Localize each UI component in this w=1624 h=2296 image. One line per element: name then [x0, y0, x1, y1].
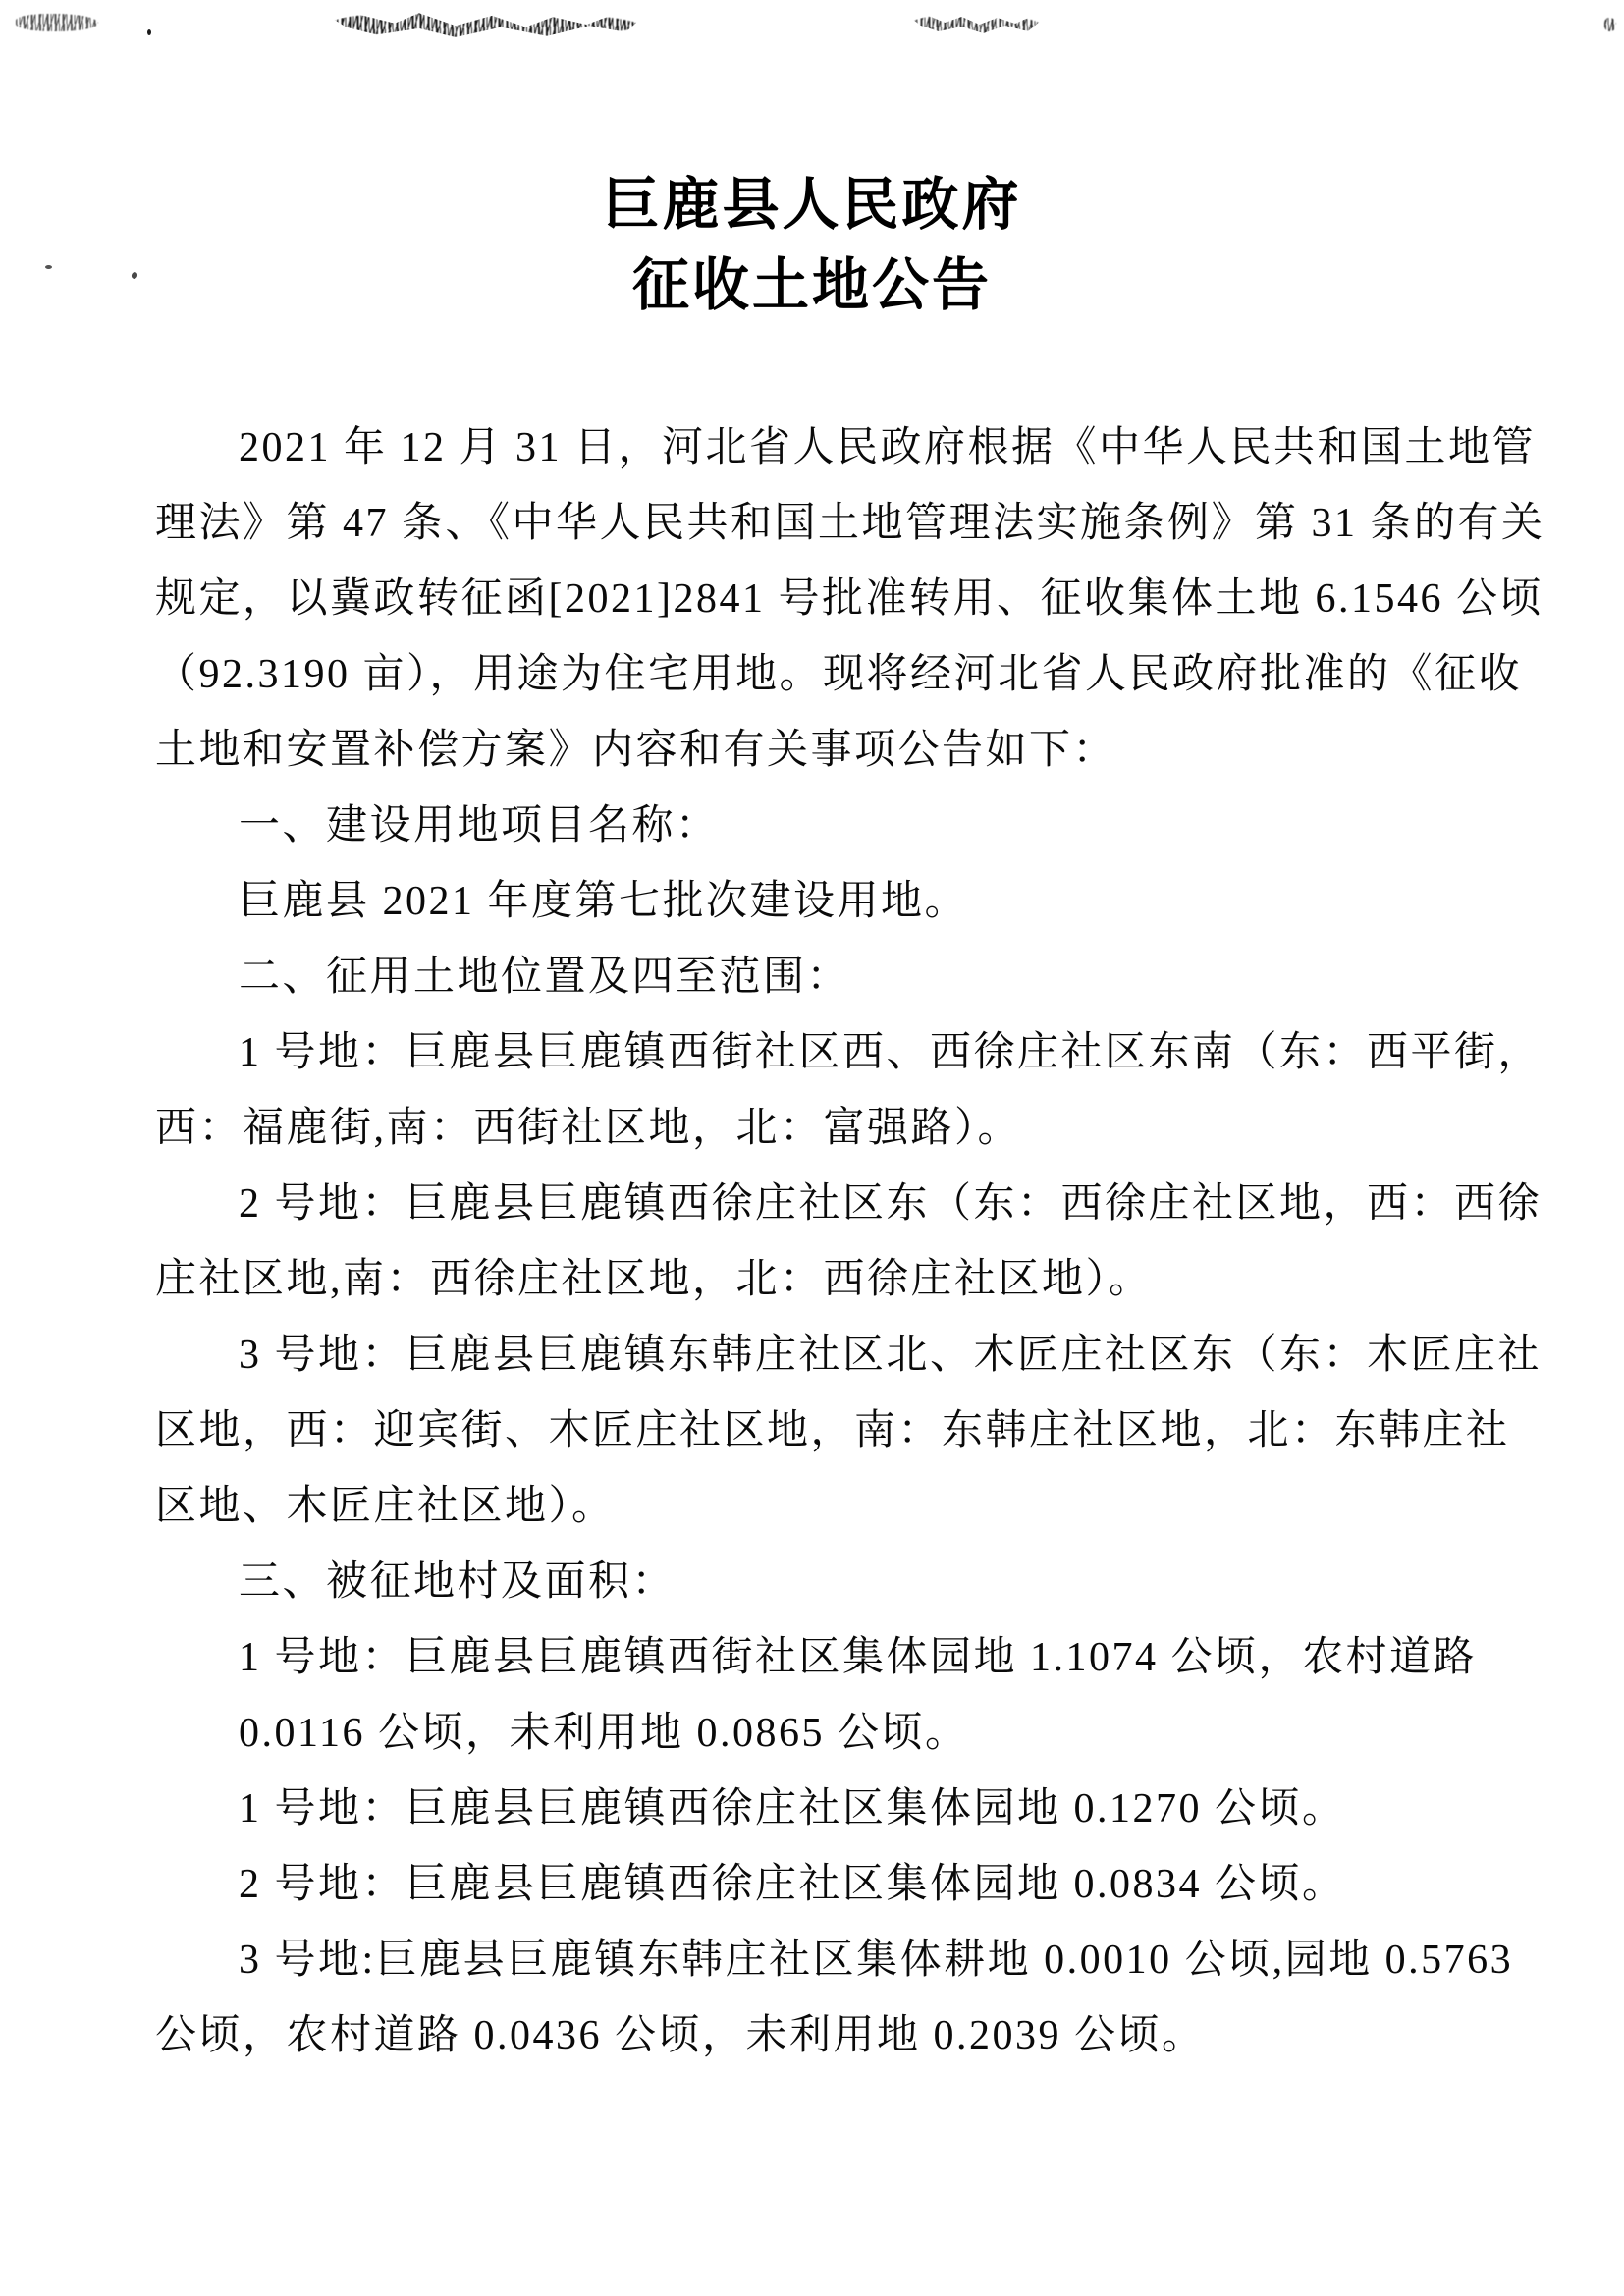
document-body	[155, 410, 1545, 2074]
body-line: 规定，以冀政转征函[2021]2841 号批准转用、征收集体土地 6.1546 公顷	[155, 576, 1543, 622]
body-line-section-2-heading: 二、征用土地位置及四至范围：	[239, 955, 851, 1000]
body-line: 区地，西：迎宾街、木匠庄社区地，南：东韩庄社区地，北：东韩庄社	[155, 1408, 1510, 1453]
scan-speck	[147, 29, 151, 35]
scan-artifact	[334, 12, 638, 37]
body-line-section-1-heading: 一、建设用地项目名称：	[239, 803, 720, 848]
scan-artifact	[1604, 18, 1616, 31]
body-line: 1 号地：巨鹿县巨鹿镇西徐庄社区集体园地 0.1270 公顷。	[239, 1786, 1346, 1831]
body-line: （92.3190 亩），用途为住宅用地。现将经河北省人民政府批准的《征收	[155, 652, 1523, 697]
body-line: 3 号地：巨鹿县巨鹿镇东韩庄社区北、木匠庄社区东（东：木匠庄社	[239, 1333, 1543, 1378]
scan-artifact	[16, 14, 98, 31]
scan-artifact	[913, 15, 1041, 34]
body-line: 2 号地：巨鹿县巨鹿镇西徐庄社区东（东：西徐庄社区地，西：西徐	[239, 1181, 1543, 1227]
body-line: 3 号地:巨鹿县巨鹿镇东韩庄社区集体耕地 0.0010 公顷,园地 0.5763	[239, 1938, 1514, 1983]
body-line: 庄社区地,南：西徐庄社区地，北：西徐庄社区地）。	[155, 1257, 1153, 1302]
body-line: 区地、木匠庄社区地）。	[155, 1484, 616, 1529]
body-line: 理法》第 47 条、《中华人民共和国土地管理法实施条例》第 31 条的有关	[155, 501, 1545, 546]
body-line: 巨鹿县 2021 年度第七批次建设用地。	[239, 879, 969, 924]
body-line: 2021 年 12 月 31 日，河北省人民政府根据《中华人民共和国土地管	[239, 425, 1537, 470]
body-line-section-3-heading: 三、被征地村及面积：	[239, 1559, 677, 1605]
body-line: 2 号地：巨鹿县巨鹿镇西徐庄社区集体园地 0.0834 公顷。	[239, 1862, 1346, 1907]
body-line: 土地和安置补偿方案》内容和有关事项公告如下：	[155, 728, 1117, 773]
document-title-line-2: 征收土地公告	[631, 253, 992, 317]
body-line: 西：福鹿街,南：西街社区地，北：富强路）。	[155, 1106, 1022, 1151]
body-line: 1 号地：巨鹿县巨鹿镇西街社区集体园地 1.1074 公顷，农村道路	[239, 1635, 1478, 1680]
body-line: 0.0116 公顷，未利用地 0.0865 公顷。	[239, 1711, 969, 1756]
document-title-line-1: 巨鹿县人民政府	[602, 173, 1022, 237]
body-line: 1 号地：巨鹿县巨鹿镇西街社区西、西徐庄社区东南（东：西平街，	[239, 1030, 1543, 1075]
body-line: 公顷，农村道路 0.0436 公顷，未利用地 0.2039 公顷。	[155, 2013, 1206, 2058]
document-title	[0, 165, 1624, 326]
